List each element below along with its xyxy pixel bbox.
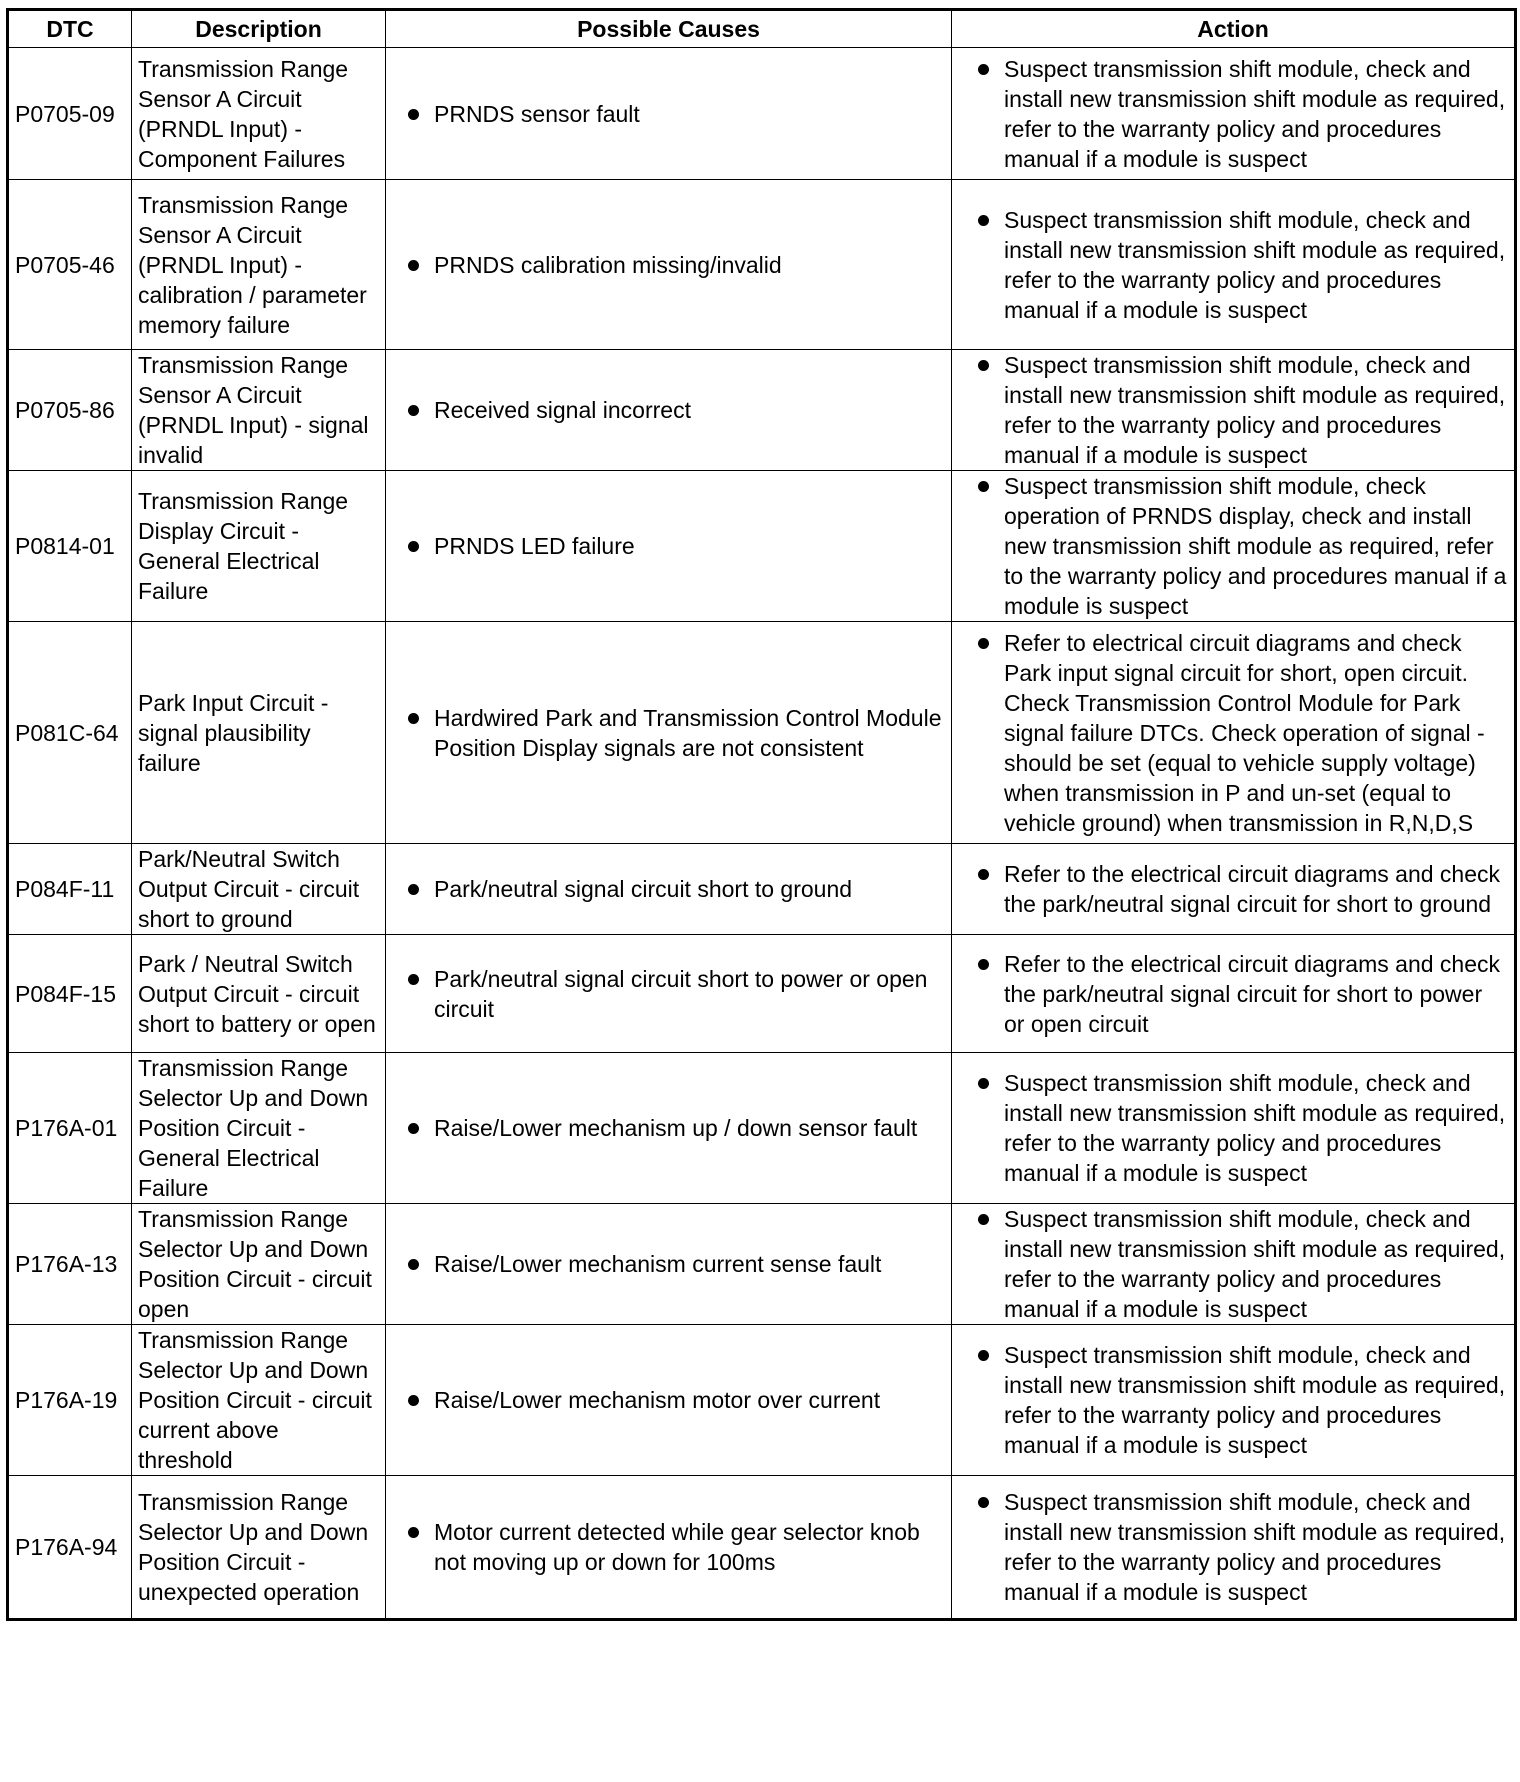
dtc-code: P081C-64 <box>8 622 132 844</box>
dtc-code: P084F-15 <box>8 935 132 1053</box>
dtc-description: Park/Neutral Switch Output Circuit - circuit short to ground <box>132 844 386 935</box>
action-item: Suspect transmission shift module, check and install new transmission shift module as required, refer to the warranty policy and procedures manual if a module is suspect <box>958 1340 1508 1460</box>
action-cell <box>952 622 1516 844</box>
possible-causes-list <box>392 703 945 763</box>
table-row <box>8 844 1516 935</box>
dtc-table <box>6 8 1517 1621</box>
possible-cause-item: Hardwired Park and Transmission Control Module Position Display signals are not consistent <box>392 703 945 763</box>
action-item: Suspect transmission shift module, check and install new transmission shift module as required, refer to the warranty policy and procedures manual if a module is suspect <box>958 205 1508 325</box>
possible-causes-cell <box>386 48 952 180</box>
dtc-description: Transmission Range Sensor A Circuit (PRNDL Input) - signal invalid <box>132 350 386 471</box>
table-row <box>8 471 1516 622</box>
dtc-code: P176A-19 <box>8 1325 132 1476</box>
table-row <box>8 935 1516 1053</box>
table-body <box>8 48 1516 1620</box>
action-list <box>958 1340 1508 1460</box>
possible-causes-cell <box>386 471 952 622</box>
action-list <box>958 54 1508 174</box>
possible-causes-list <box>392 1113 945 1143</box>
dtc-description: Transmission Range Display Circuit - General Electrical Failure <box>132 471 386 622</box>
table-row <box>8 350 1516 471</box>
action-list <box>958 350 1508 470</box>
possible-causes-list <box>392 1517 945 1577</box>
header-dtc: DTC <box>8 10 132 48</box>
header-action: Action <box>952 10 1516 48</box>
action-list <box>958 1204 1508 1324</box>
action-list <box>958 628 1508 838</box>
dtc-code: P0705-46 <box>8 180 132 350</box>
dtc-code: P0705-86 <box>8 350 132 471</box>
possible-cause-item: Raise/Lower mechanism current sense fault <box>392 1249 945 1279</box>
action-item: Suspect transmission shift module, check and install new transmission shift module as required, refer to the warranty policy and procedures manual if a module is suspect <box>958 1487 1508 1607</box>
action-cell <box>952 844 1516 935</box>
action-item: Refer to the electrical circuit diagrams and check the park/neutral signal circuit for short to ground <box>958 859 1508 919</box>
action-list <box>958 205 1508 325</box>
possible-cause-item: PRNDS sensor fault <box>392 99 945 129</box>
action-cell <box>952 1204 1516 1325</box>
dtc-description: Park Input Circuit - signal plausibility failure <box>132 622 386 844</box>
table-row <box>8 1204 1516 1325</box>
possible-causes-list <box>392 531 945 561</box>
possible-cause-item: Raise/Lower mechanism up / down sensor fault <box>392 1113 945 1143</box>
dtc-description: Transmission Range Selector Up and Down Position Circuit - circuit current above threshold <box>132 1325 386 1476</box>
action-list <box>958 1068 1508 1188</box>
possible-cause-item: Motor current detected while gear selector knob not moving up or down for 100ms <box>392 1517 945 1577</box>
table-row <box>8 180 1516 350</box>
possible-causes-cell <box>386 1325 952 1476</box>
action-item: Suspect transmission shift module, check and install new transmission shift module as required, refer to the warranty policy and procedures manual if a module is suspect <box>958 1068 1508 1188</box>
dtc-code: P0814-01 <box>8 471 132 622</box>
possible-cause-item: Park/neutral signal circuit short to ground <box>392 874 945 904</box>
possible-causes-cell <box>386 1053 952 1204</box>
possible-cause-item: Received signal incorrect <box>392 395 945 425</box>
dtc-code: P0705-09 <box>8 48 132 180</box>
dtc-code: P176A-13 <box>8 1204 132 1325</box>
possible-cause-item: Raise/Lower mechanism motor over current <box>392 1385 945 1415</box>
possible-causes-cell <box>386 622 952 844</box>
action-item: Refer to electrical circuit diagrams and check Park input signal circuit for short, open circuit. Check Transmission Control Module for Park signal failure DTCs. Check operation of signal - should be set (equal to vehicle supply voltage) when transmission in P and un-set (equal to vehicle ground) when transmission in R,N,D,S <box>958 628 1508 838</box>
action-item: Suspect transmission shift module, check operation of PRNDS display, check and install new transmission shift module as required, refer to the warranty policy and procedures manual if a module is suspect <box>958 471 1508 621</box>
dtc-code: P176A-94 <box>8 1476 132 1620</box>
possible-cause-item: PRNDS LED failure <box>392 531 945 561</box>
possible-causes-list <box>392 250 945 280</box>
header-possible-causes: Possible Causes <box>386 10 952 48</box>
dtc-description: Transmission Range Selector Up and Down Position Circuit - General Electrical Failure <box>132 1053 386 1204</box>
table-row <box>8 622 1516 844</box>
possible-causes-cell <box>386 935 952 1053</box>
possible-causes-list <box>392 964 945 1024</box>
possible-causes-list <box>392 99 945 129</box>
dtc-table-container <box>6 8 1514 1621</box>
dtc-description: Park / Neutral Switch Output Circuit - circuit short to battery or open <box>132 935 386 1053</box>
possible-causes-cell <box>386 1204 952 1325</box>
action-list <box>958 949 1508 1039</box>
possible-cause-item: Park/neutral signal circuit short to power or open circuit <box>392 964 945 1024</box>
action-item: Suspect transmission shift module, check and install new transmission shift module as required, refer to the warranty policy and procedures manual if a module is suspect <box>958 54 1508 174</box>
dtc-description: Transmission Range Sensor A Circuit (PRNDL Input) - calibration / parameter memory failure <box>132 180 386 350</box>
table-row <box>8 48 1516 180</box>
action-cell <box>952 935 1516 1053</box>
action-cell <box>952 350 1516 471</box>
dtc-code: P084F-11 <box>8 844 132 935</box>
action-item: Refer to the electrical circuit diagrams and check the park/neutral signal circuit for short to power or open circuit <box>958 949 1508 1039</box>
action-item: Suspect transmission shift module, check and install new transmission shift module as required, refer to the warranty policy and procedures manual if a module is suspect <box>958 1204 1508 1324</box>
dtc-description: Transmission Range Selector Up and Down Position Circuit - circuit open <box>132 1204 386 1325</box>
table-row <box>8 1053 1516 1204</box>
dtc-code: P176A-01 <box>8 1053 132 1204</box>
dtc-description: Transmission Range Selector Up and Down Position Circuit - unexpected operation <box>132 1476 386 1620</box>
action-list <box>958 859 1508 919</box>
header-description: Description <box>132 10 386 48</box>
action-cell <box>952 471 1516 622</box>
possible-causes-list <box>392 874 945 904</box>
possible-causes-list <box>392 1385 945 1415</box>
possible-causes-list <box>392 1249 945 1279</box>
table-row <box>8 1476 1516 1620</box>
possible-causes-cell <box>386 350 952 471</box>
dtc-description: Transmission Range Sensor A Circuit (PRNDL Input) - Component Failures <box>132 48 386 180</box>
possible-causes-cell <box>386 1476 952 1620</box>
action-list <box>958 1487 1508 1607</box>
action-cell <box>952 48 1516 180</box>
action-cell <box>952 1325 1516 1476</box>
possible-causes-cell <box>386 180 952 350</box>
action-list <box>958 471 1508 621</box>
action-item: Suspect transmission shift module, check and install new transmission shift module as required, refer to the warranty policy and procedures manual if a module is suspect <box>958 350 1508 470</box>
possible-causes-list <box>392 395 945 425</box>
table-row <box>8 1325 1516 1476</box>
action-cell <box>952 180 1516 350</box>
possible-cause-item: PRNDS calibration missing/invalid <box>392 250 945 280</box>
action-cell <box>952 1053 1516 1204</box>
possible-causes-cell <box>386 844 952 935</box>
table-header-row <box>8 10 1516 48</box>
action-cell <box>952 1476 1516 1620</box>
